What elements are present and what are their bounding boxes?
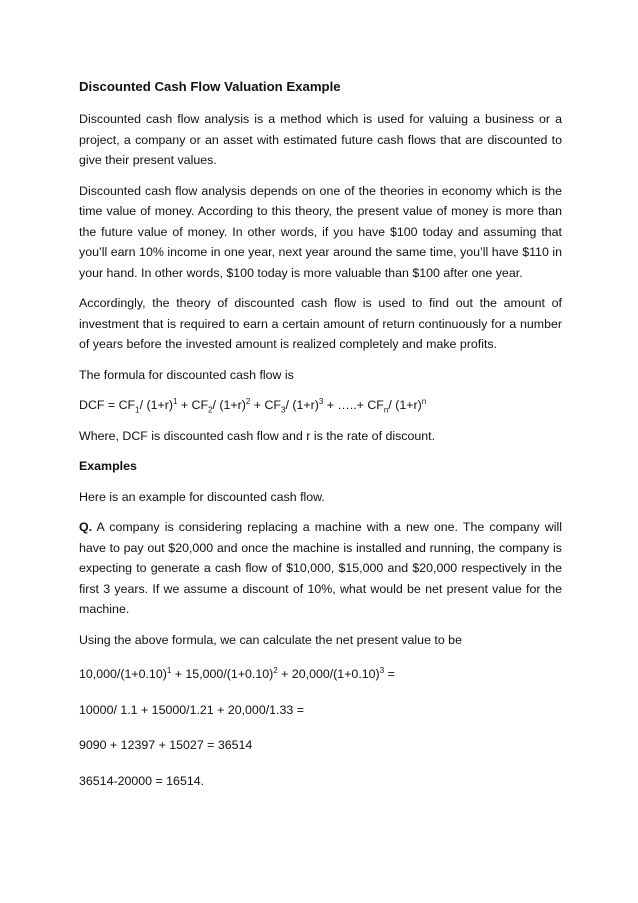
formula-part: DCF = CF xyxy=(79,398,136,412)
paragraph-using-formula: Using the above formula, we can calculate the net present value to be xyxy=(79,632,462,647)
formula-exponent: 3 xyxy=(318,396,324,406)
calc-part: = xyxy=(384,667,395,681)
calc-exponent: 1 xyxy=(166,665,172,675)
paragraph-time-value: Discounted cash flow analysis depends on one of the theories in economy which is the time value of money. According to this theory, the present value of money is more than the future value of money. In other words, if you have $100 today and assuming that you’ll earn 10% income in one year, next year around the same time, you’ll have $110 in your hand. In other words, $100 today is more valuable than $100 after one year. xyxy=(79,183,562,280)
paragraph-example-intro: Here is an example for discounted cash flow. xyxy=(79,489,325,504)
paragraph-where: Where, DCF is discounted cash flow and r is the rate of discount. xyxy=(79,428,436,443)
formula-part: + CF xyxy=(250,398,281,412)
formula-subscript: 1 xyxy=(135,405,140,415)
calc-part: + 20,000/(1+0.10) xyxy=(277,667,380,681)
question-paragraph xyxy=(79,517,562,620)
question-label: Q. xyxy=(79,520,93,534)
formula-part: / (1+r) xyxy=(388,398,422,412)
document-title: Discounted Cash Flow Valuation Example xyxy=(79,79,341,94)
formula-subscript: 3 xyxy=(280,405,286,415)
calc-exponent: 2 xyxy=(273,665,278,675)
calc-part: + 15,000/(1+0.10) xyxy=(171,667,274,681)
paragraph-formula-intro: The formula for discounted cash flow is xyxy=(79,367,294,382)
dcf-formula xyxy=(79,395,562,416)
calculation-line-3: 9090 + 12397 + 15027 = 36514 xyxy=(79,738,253,752)
formula-part: / (1+r) xyxy=(285,398,319,412)
formula-part: / (1+r) xyxy=(212,398,246,412)
formula-subscript: n xyxy=(383,405,389,415)
calculation-line-2: 10000/ 1.1 + 15000/1.21 + 20,000/1.33 = xyxy=(79,702,304,717)
formula-exponent: 2 xyxy=(245,396,251,406)
formula-exponent: 1 xyxy=(172,396,178,406)
formula-subscript: 2 xyxy=(208,405,213,415)
paragraph-accordingly: Accordingly, the theory of discounted cash flow is used to find out the amount of investment that is required to earn a certain amount of return continuously for a number of years before the invested amount is realized completely and make profits. xyxy=(79,296,562,351)
formula-part: / (1+r) xyxy=(139,398,173,412)
examples-heading: Examples xyxy=(79,459,137,473)
paragraph-intro: Discounted cash flow analysis is a method which is used for valuing a business or a project, a company or an asset with estimated future cash flows that are discounted to give their present values. xyxy=(79,112,562,167)
calculation-line-1 xyxy=(79,664,562,685)
formula-part: + CF xyxy=(177,398,209,412)
question-text: A company is considering replacing a machine with a new one. The company will have to pay out $20,000 and once the machine is installed and running, the company is expecting to generate a cash flow of $10,000, $15,000 and $20,000 respectively in the first 3 years. If we assume a discount of 10%, what would be net present value for the machine. xyxy=(79,520,562,616)
calculation-line-4: 36514-20000 = 16514. xyxy=(79,773,205,788)
calc-exponent: 3 xyxy=(379,665,385,675)
formula-part: + …..+ CF xyxy=(323,398,384,412)
formula-exponent: n xyxy=(421,396,427,406)
calc-part: 10,000/(1+0.10) xyxy=(79,667,167,681)
